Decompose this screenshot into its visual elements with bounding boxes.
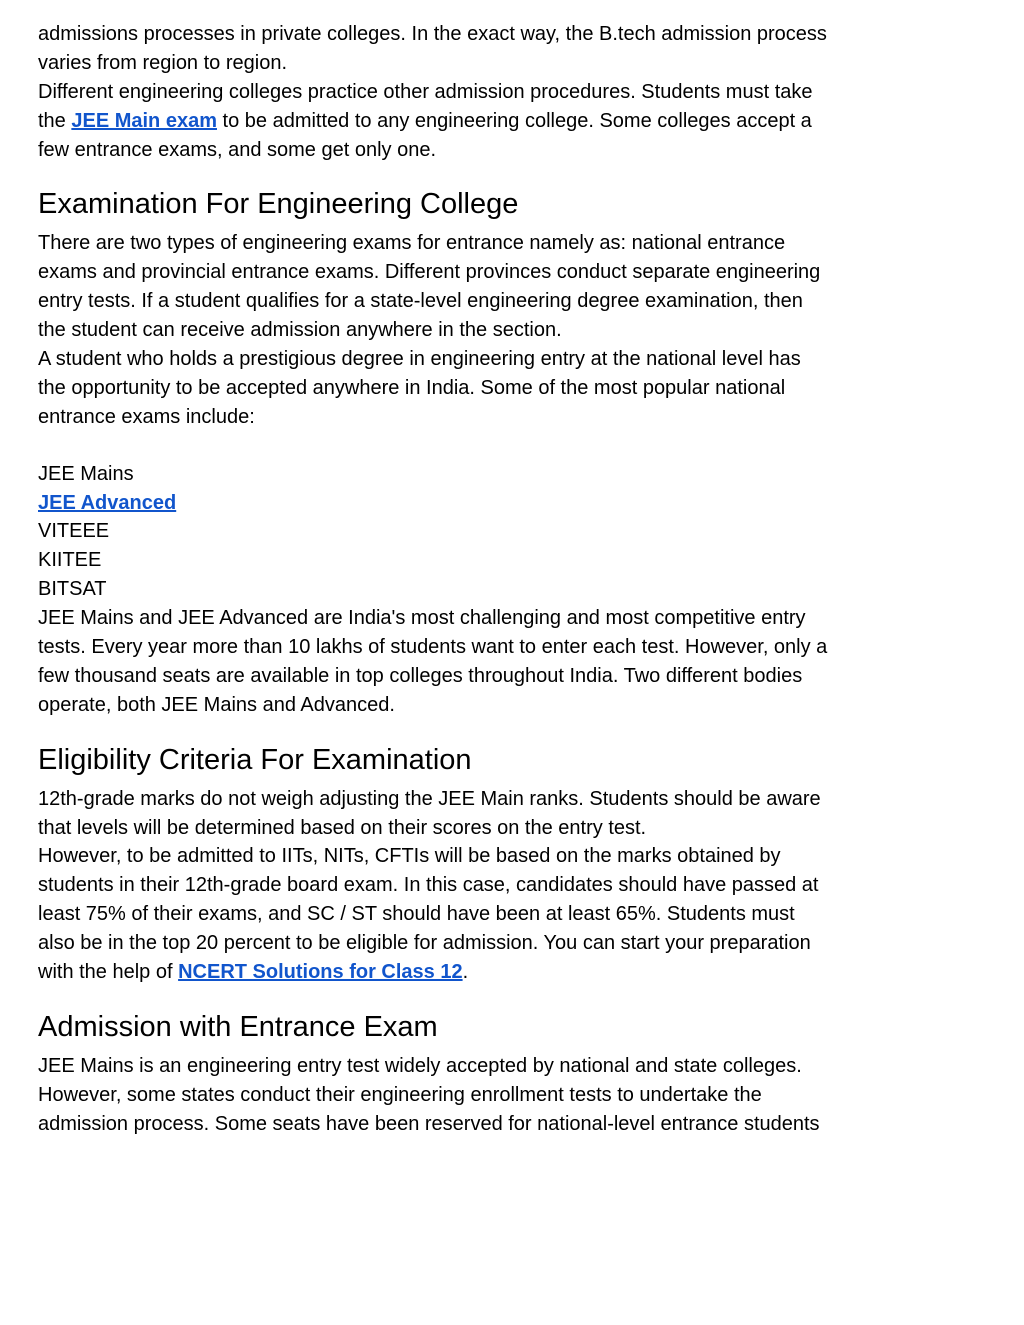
intro-line-4-post: to be admitted to any engineering college. Some colleges accept a <box>216 109 812 132</box>
section2-line: However, to be admitted to IITs, NITs, CFTIs will be based on the marks obtained by <box>38 845 781 868</box>
intro-line-3: Different engineering colleges practice other admission procedures. Students must take <box>38 80 813 103</box>
intro-line-5: few entrance exams, and some get only one. <box>38 138 437 161</box>
section2-last-line <box>38 958 918 987</box>
section3-line: JEE Mains is an engineering entry test widely accepted by national and state colleges. <box>38 1054 802 1077</box>
section2-line: also be in the top 20 percent to be eligible for admission. You can start your preparation <box>38 932 811 955</box>
section3-line: However, some states conduct their engineering enrollment tests to undertake the <box>38 1083 762 1106</box>
section1-line: There are two types of engineering exams for entrance namely as: national entrance <box>38 232 786 255</box>
section1-after-line: tests. Every year more than 10 lakhs of students want to enter each test. However, only a <box>38 636 828 659</box>
section2-last-post: . <box>462 961 469 984</box>
exam-list-item-viteee: VITEEE <box>38 520 110 543</box>
exam-list-item-bitsat: BITSAT <box>38 578 107 601</box>
document-page <box>38 20 918 1139</box>
section1-line: A student who holds a prestigious degree in engineering entry at the national level has <box>38 348 801 371</box>
section1-line: the student can receive admission anywhere in the section. <box>38 319 562 342</box>
section-heading-admission: Admission with Entrance Exam <box>38 1010 438 1043</box>
section1-line: entry tests. If a student qualifies for a state-level engineering degree examination, then <box>38 290 803 313</box>
intro-line-1: admissions processes in private colleges. In the exact way, the B.tech admission process <box>38 23 827 45</box>
section1-line: exams and provincial entrance exams. Different provinces conduct separate engineering <box>38 261 821 284</box>
section2-line: 12th-grade marks do not weigh adjusting the JEE Main ranks. Students should be aware <box>38 787 821 810</box>
intro-line-2: varies from region to region. <box>38 51 288 74</box>
section-heading-examination: Examination For Engineering College <box>38 188 519 221</box>
exam-list-item-jee-advanced <box>38 489 918 518</box>
exam-list-item-kiitee: KIITEE <box>38 549 102 572</box>
exam-list-item-jee-mains: JEE Mains <box>38 462 134 485</box>
section1-after-line: operate, both JEE Mains and Advanced. <box>38 693 395 716</box>
section3-line: admission process. Some seats have been reserved for national-level entrance students <box>38 1112 820 1135</box>
jee-main-exam-link[interactable]: JEE Main exam <box>71 109 217 132</box>
section2-last-pre: with the help of <box>38 961 179 984</box>
section1-after-line: JEE Mains and JEE Advanced are India's most challenging and most competitive entry <box>38 607 806 630</box>
section1-line: the opportunity to be accepted anywhere in India. Some of the most popular national <box>38 376 786 399</box>
section2-line: that levels will be determined based on their scores on the entry test. <box>38 816 647 839</box>
section2-line: students in their 12th-grade board exam. In this case, candidates should have passed at <box>38 874 819 897</box>
jee-advanced-link[interactable]: JEE Advanced <box>38 491 177 514</box>
section1-line: entrance exams include: <box>38 405 255 428</box>
intro-line-4-pre: the <box>38 109 72 132</box>
ncert-solutions-link[interactable]: NCERT Solutions for Class 12 <box>178 961 463 984</box>
section1-after-line: few thousand seats are available in top colleges throughout India. Two different bodies <box>38 664 803 687</box>
section-heading-eligibility: Eligibility Criteria For Examination <box>38 743 472 776</box>
section2-line: least 75% of their exams, and SC / ST should have been at least 65%. Students must <box>38 903 795 926</box>
intro-line-4 <box>38 107 918 136</box>
